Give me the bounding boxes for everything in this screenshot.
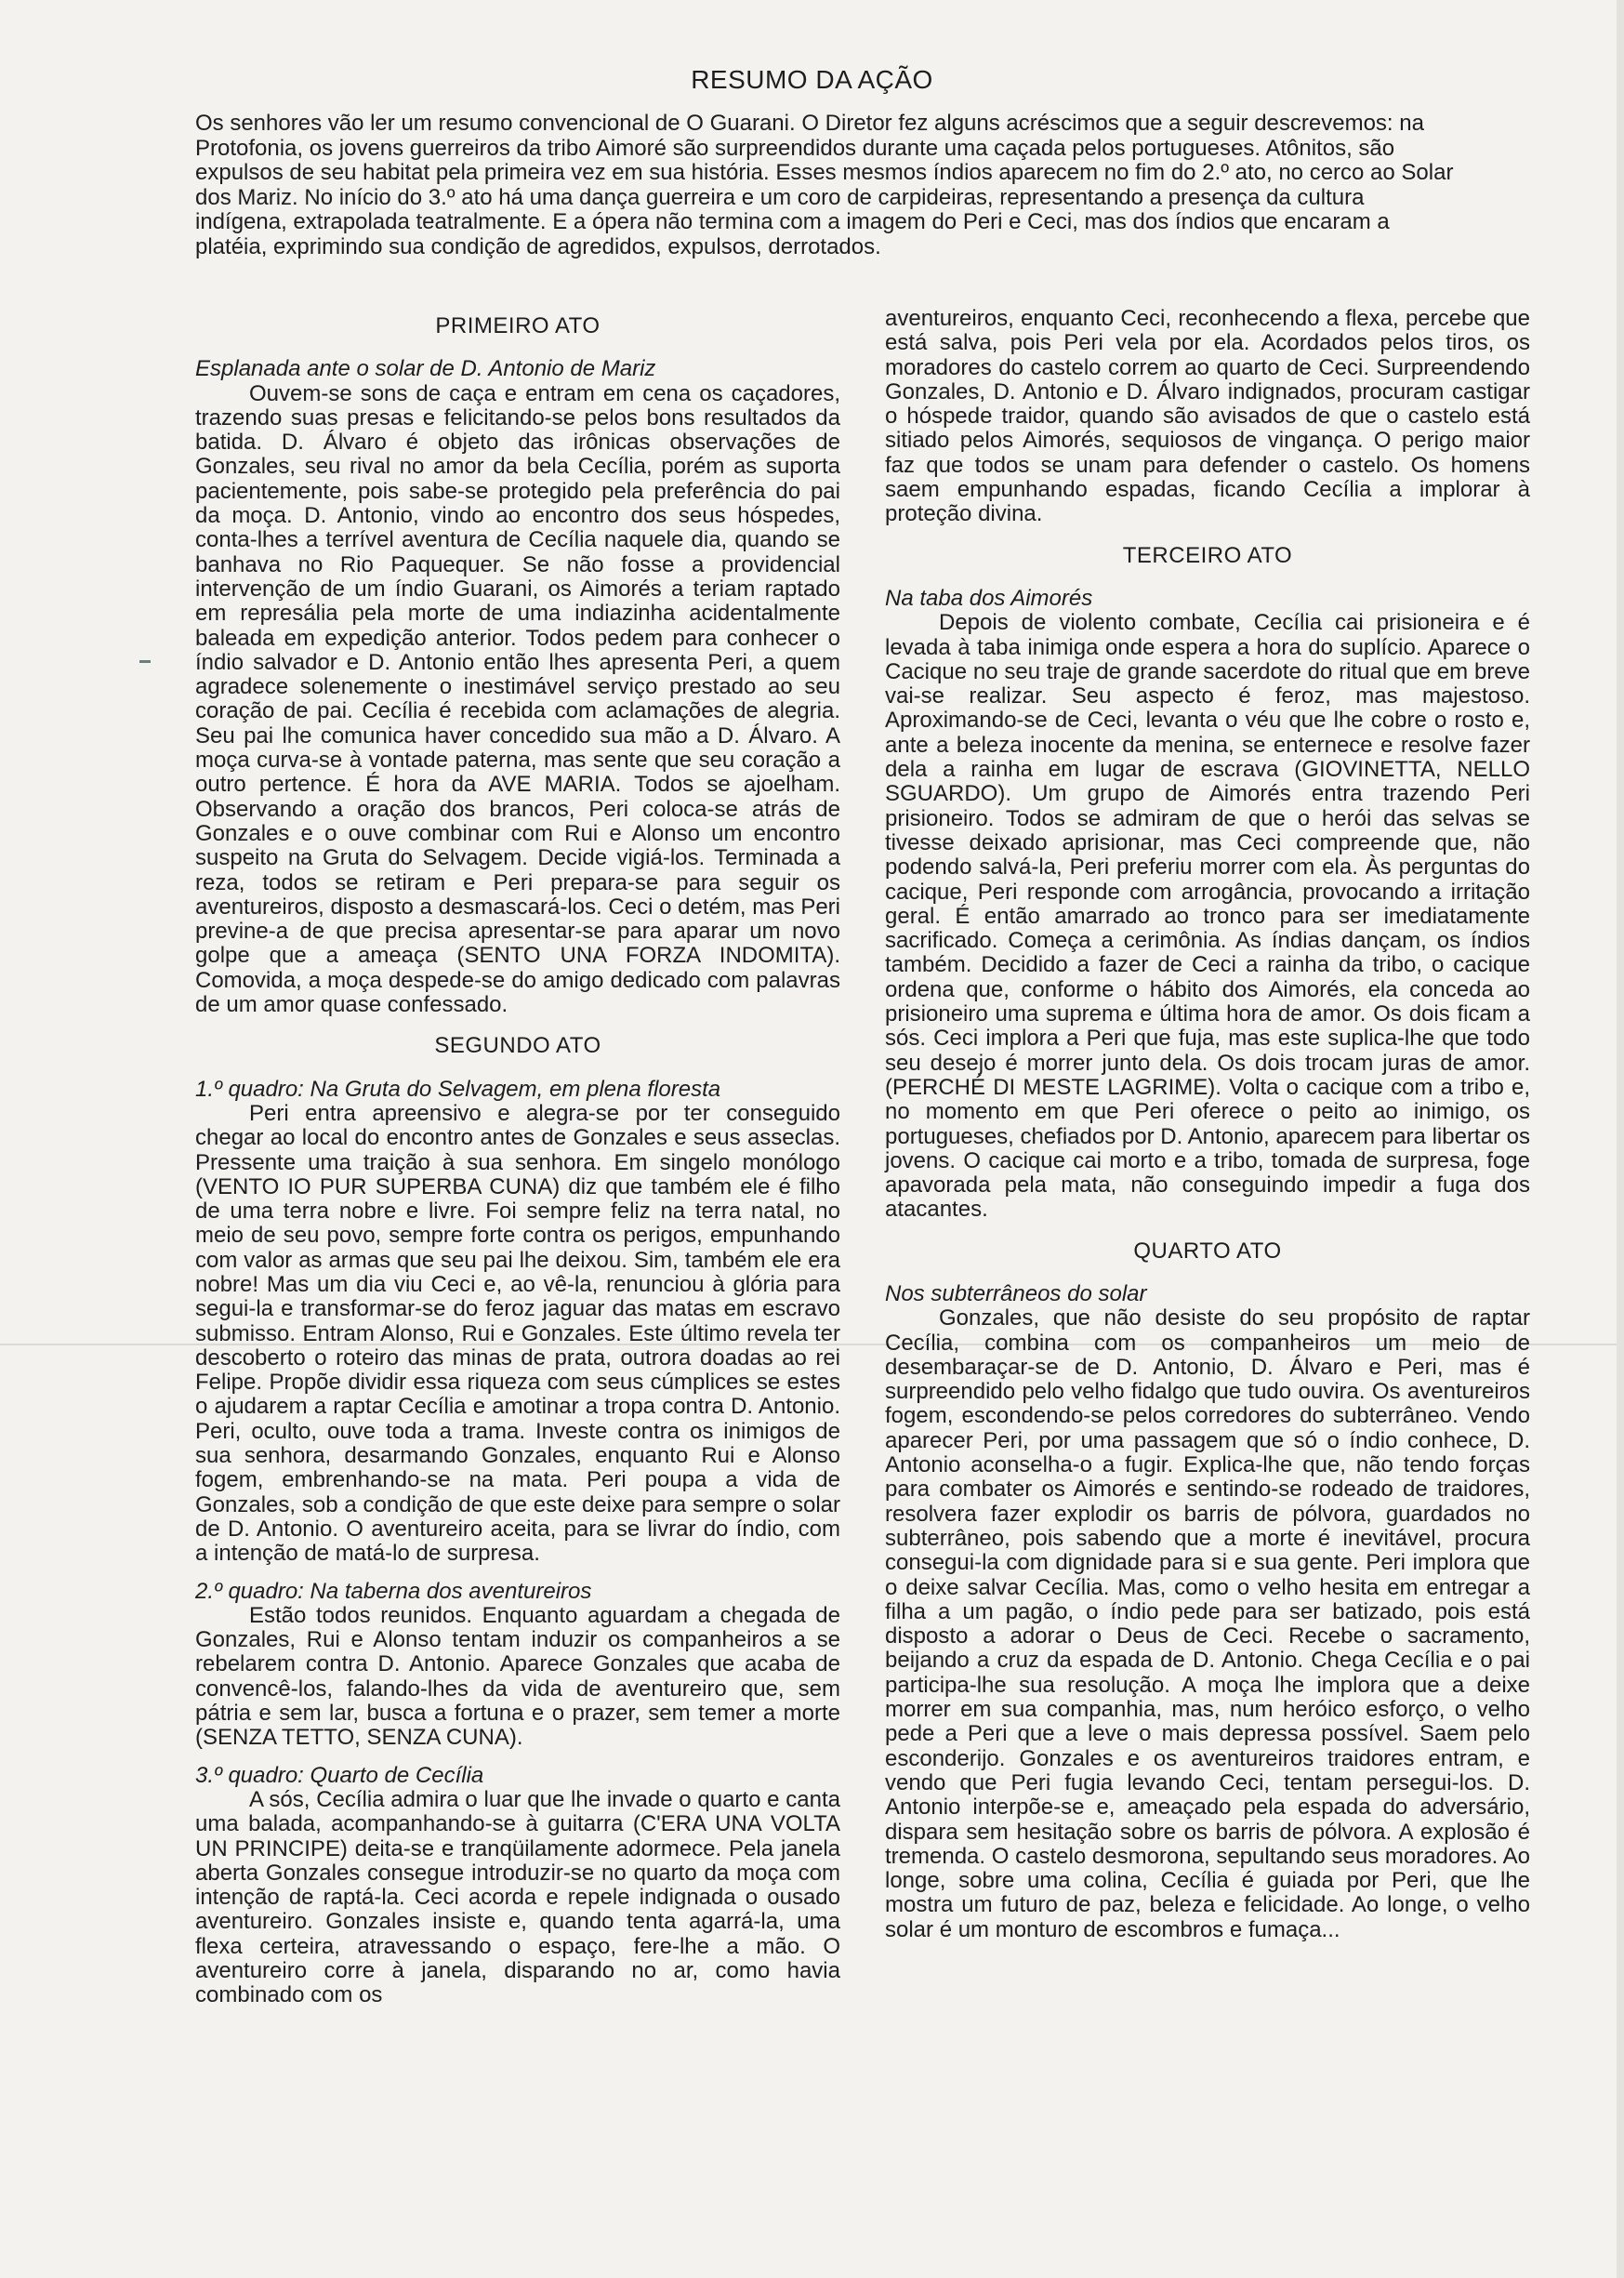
act4-setting: Nos subterrâneos do solar	[885, 1280, 1147, 1306]
act2-scene1-text: Peri entra apreensivo e alegra-se por ter conseguido chegar ao local do encontro antes de Gonzales e seus asseclas. Pressente uma traição à sua senhora. Em singelo monólogo (VENTO IO PUR SUPERBA CUNA) diz que também ele é filho de uma terra nobre e livre. Foi sempre feliz na terra natal, no meio de seu povo, sempre forte contra os perigos, empunhando com valor as armas que seu pai lhe deixou. Sim, também ele era nobre! Mas um dia viu Ceci e, ao vê-la, renunciou à glória para segui-la e transformar-se do feroz jaguar das matas em escravo submisso. Entram Alonso, Rui e Gonzales. Este último revela ter descoberto o roteiro das minas de prata, outrora doadas ao rei Felipe. Propõe dividir essa riqueza com seus cúmplices se estes o ajudarem a raptar Cecília e amotinar a tropa contra D. Antonio. Peri, oculto, ouve toda a trama. Investe contra os inimigos de sua senhora, desarmando Gonzales, enquanto Rui e Alonso fogem, embrenhando-se na mata. Peri poupa a vida de Gonzales, sob a condição de que este deixe para sempre o solar de D. Antonio. O aventureiro aceita, para se livrar do índio, com a intenção de matá-lo de surpresa.	[195, 1100, 840, 1567]
page-edge	[1617, 0, 1624, 2278]
act3-heading: TERCEIRO ATO	[1122, 542, 1293, 568]
act2-scene2-setting: 2.º quadro: Na taberna dos aventureiros	[195, 1578, 592, 1604]
act2-scene3-text: A sós, Cecília admira o luar que lhe invade o quarto e canta uma balada, acompanhando-se à guitarra (C'ERA UNA VOLTA UN PRINCIPE) deita-se e tranqüilamente adormece. Pela janela aberta Gonzales consegue introduzir-se no quarto da moça com intenção de raptá-la. Ceci acorda e repele indignada o ousado aventureiro. Gonzales insiste e, quando tenta agarrá-la, uma flexa certeira, atravessando o espaço, fere-lhe a mão. O aventureiro corre à janela, disparando no ar, como havia combinado com os	[195, 1786, 840, 2008]
act2-scene3-continuation: aventureiros, enquanto Ceci, reconhecendo a flexa, percebe que está salva, pois Peri vela por ela. Acordados pelos tiros, os moradores do castelo correm ao quarto de Ceci. Surpreendendo Gonzales, D. Antonio e D. Álvaro indignados, procuram castigar o hóspede traidor, quando são avisados de que o castelo está sitiado pelos Aimorés, sequiosos de vingança. O perigo maior faz que todos se unam para defender o castelo. Os homens saem empunhando espadas, ficando Cecília a implorar à proteção divina.	[885, 306, 1530, 527]
act2-scene2-text: Estão todos reunidos. Enquanto aguardam a chegada de Gonzales, Rui e Alonso tentam induzir os companheiros a se rebelarem contra D. Antonio. Aparece Gonzales que acaba de convencê-los, falando-lhes da vida de aventureiro que, sem pátria e sem lar, busca a fortuna e o prazer, sem temer a morte (SENZA TETTO, SENZA CUNA).	[195, 1602, 840, 1751]
margin-mark	[139, 660, 151, 663]
act4-text: Gonzales, que não desiste do seu propósito de raptar Cecília, combina com os companheiros um meio de desembaraçar-se de D. Antonio, D. Álvaro e Peri, mas é surpreendido pelo velho fidalgo que tudo ouvira. Os aventureiros fogem, escondendo-se pelos corredores do subterrâneo. Vendo aparecer Peri, por uma passagem que só o índio conhece, D. Antonio aconselha-o a fugir. Explica-lhe que, não tendo forças para combater os Aimorés e sentindo-se rodeado de traidores, resolvera fazer explodir os barris de pólvora, guardados no subterrâneo, pois sabendo que a morte é inevitável, procura consegui-la com dignidade para si e sua gente. Peri implora que o deixe salvar Cecília. Mas, como o velho hesita em entregar a filha a um pagão, o índio pede para ser batizado, pois está disposto a adorar o Deus de Ceci. Recebe o sacramento, beijando a cruz da espada de D. Antonio. Chega Cecília e o pai participa-lhe sua resolução. A moça lhe implora que a deixe morrer em sua companhia, mas, num heróico esforço, o velho pede a Peri que a leve o mais depressa possível. Saem pelo esconderijo. Gonzales e os aventureiros traidores entram, e vendo que Peri fugia levando Ceci, tentam persegui-los. D. Antonio interpõe-se e, ameaçado pela espada do adversário, dispara sem hesitação sobre os barris de pólvora. A explosão é tremenda. O castelo desmorona, sepultando seus moradores. Ao longe, sobre uma colina, Cecília é guiada por Peri, que lhe mostra um futuro de paz, beleza e felicidade. Ao longe, o velho solar é um monturo de escombros e fumaça...	[885, 1305, 1530, 1942]
act1-setting: Esplanada ante o solar de D. Antonio de Mariz	[195, 356, 656, 382]
act1-heading: PRIMEIRO ATO	[435, 313, 601, 338]
act2-heading: SEGUNDO ATO	[434, 1033, 601, 1059]
intro-paragraph: Os senhores vão ler um resumo convencional de O Guarani. O Diretor fez alguns acréscimos que a seguir descrevemos: na Protofonia, os jovens guerreiros da tribo Aimoré são surpreendidos durante uma caçada pelos portugueses. Atônitos, são expulsos de seu habitat pela primeira vez em sua história. Esses mesmos índios aparecem no fim do 2.º ato, no cerco ao Solar dos Mariz. No início do 3.º ato há uma dança guerreira e um coro de carpideiras, representando a presença da cultura indígena, extrapolada teatralmente. E a ópera não termina com a imagem do Peri e Ceci, mas dos índios que encaram a platéia, exprimindo sua condição de agredidos, expulsos, derrotados.	[195, 111, 1454, 259]
act4-heading: QUARTO ATO	[1133, 1238, 1282, 1264]
page-title: RESUMO DA AÇÃO	[691, 65, 933, 94]
right-column	[885, 307, 1530, 1942]
act2-scene1-setting: 1.º quadro: Na Gruta do Selvagem, em plena floresta	[195, 1076, 721, 1102]
act3-text: Depois de violento combate, Cecília cai prisioneira e é levada à taba inimiga onde espera a hora do suplício. Aparece o Cacique no seu traje de grande sacerdote do ritual que em breve vai-se realizar. Seu aspecto é feroz, mas majestoso. Aproximando-se de Ceci, levanta o véu que lhe cobre o rosto e, ante a beleza inocente da menina, se enternece e resolve fazer dela a rainha em lugar de escrava (GIOVINETTA, NELLO SGUARDO). Um grupo de Aimorés entra trazendo Peri prisioneiro. Todos se admiram de que o herói das selvas se tivesse deixado aprisionar, mas Ceci compreende que, não podendo salvá-la, Peri preferiu morrer com ela. Às perguntas do cacique, Peri responde com arrogância, provocando a irritação geral. É então amarrado ao tronco para ser imediatamente sacrificado. Começa a cerimônia. As índias dançam, os índios também. Decidido a fazer de Ceci a rainha da tribo, o cacique ordena que, conforme o hábito dos Aimorés, ela conceda ao prisioneiro uma suprema e última hora de amor. Os dois ficam a sós. Ceci implora a Peri que fuja, mas este suplica-lhe que todo seu desejo é morrer junto dela. Os dois trocam juras de amor. (PERCHÉ DI MESTE LAGRIME). Volta o cacique com a tribo e, no momento em que Peri oferece o peito ao inimigo, os portugueses, chefiados por D. Antonio, aparecem para libertar os jovens. O cacique cai morto e a tribo, tomada de surpresa, foge apavorada pela mata, não conseguindo impedir a fuga dos atacantes.	[885, 610, 1530, 1223]
act1-text: Ouvem-se sons de caça e entram em cena os caçadores, trazendo suas presas e felicitando-se pelos bons resultados da batida. D. Álvaro é objeto das irônicas observações de Gonzales, seu rival no amor da bela Cecília, porém as suporta pacientemente, pois sabe-se protegido pela preferência do pai da moça. D. Antonio, vindo ao encontro dos seus hóspedes, conta-lhes a terrível aventura de Cecília naquele dia, quando se banhava no Rio Paquequer. Se não fosse a providencial intervenção de um índio Guarani, os Aimorés a teriam raptado em represália pela morte de uma indiazinha acidentalmente baleada em expedição anterior. Todos pedem para conhecer o índio salvador e D. Antonio então lhes apresenta Peri, a quem agradece solenemente o inestimável serviço prestado ao seu coração de pai. Cecília é recebida com aclamações de alegria. Seu pai lhe comunica haver concedido sua mão a D. Álvaro. A moça curva-se à vontade paterna, mas sente que seu coração a outro pertence. É hora da AVE MARIA. Todos se ajoelham. Observando a oração dos brancos, Peri coloca-se atrás de Gonzales e o ouve combinar com Rui e Alonso um encontro suspeito na Gruta do Selvagem. Decide vigiá-los. Terminada a reza, todos se retiram e Peri prepara-se para seguir os aventureiros, disposto a desmascará-los. Ceci o detém, mas Peri previne-a de que precisa apresentar-se para aparar um novo golpe que a ameaça (SENTO UNA FORZA INDOMITA). Comovida, a moça despede-se do amigo dedicado com palavras de um amor quase confessado.	[195, 380, 840, 1018]
act2-scene3-setting: 3.º quadro: Quarto de Cecília	[195, 1762, 484, 1788]
act3-setting: Na taba dos Aimorés	[885, 585, 1093, 611]
left-column	[195, 307, 840, 2008]
